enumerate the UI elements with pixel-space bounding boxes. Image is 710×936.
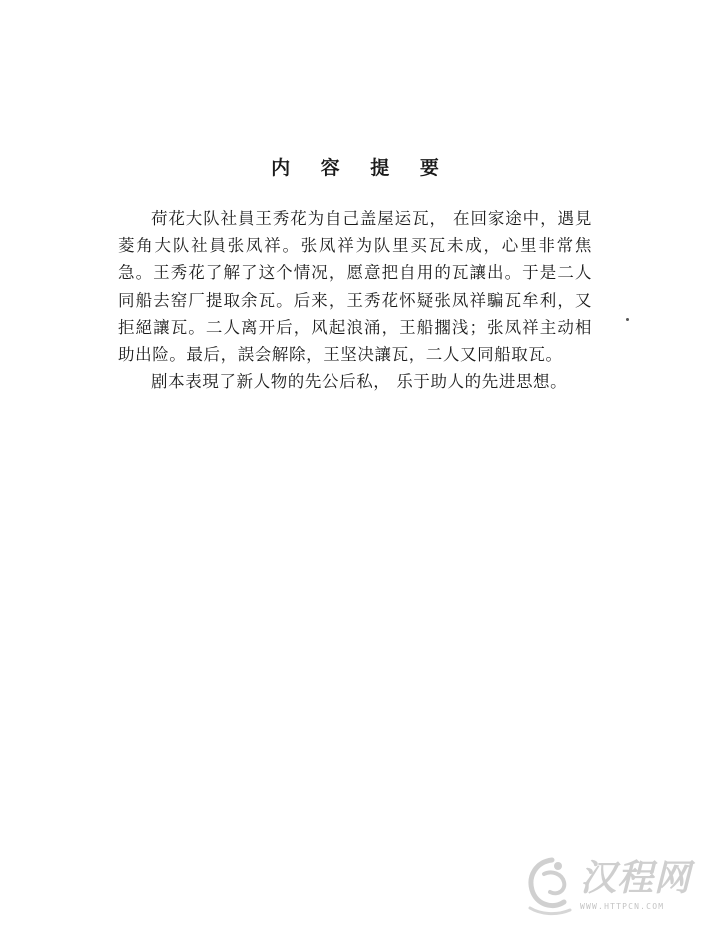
scan-speck — [626, 318, 629, 321]
watermark-url: WWW.HTTPCN.COM — [580, 902, 665, 911]
watermark — [522, 846, 692, 926]
watermark-logo-text: 汉程网 — [580, 858, 692, 899]
summary-paragraph-2: 剧本表現了新人物的先公后私， 乐于助人的先进思想。 — [151, 372, 568, 392]
summary-body — [118, 205, 592, 395]
page-title: 内 容 提 要 — [271, 157, 451, 179]
watermark-logo-icon — [522, 852, 582, 922]
summary-paragraph-1: 荷花大队社員王秀花为自己盖屋运瓦， 在回家途中，遇見菱角大队社員张凤祥。张凤祥为队里买瓦未成，心里非常焦急。王秀花了解了这个情况，愿意把自用的瓦讓出。于是二人同船去窑厂提取余瓦。后来，王秀花怀疑张凤祥騙瓦牟利，又拒絕讓瓦。二人离开后，风起浪涌，王船擱浅；张凤祥主动相助出险。最后，誤会解除，王坚决讓瓦，二人又同船取瓦。 — [118, 209, 592, 365]
